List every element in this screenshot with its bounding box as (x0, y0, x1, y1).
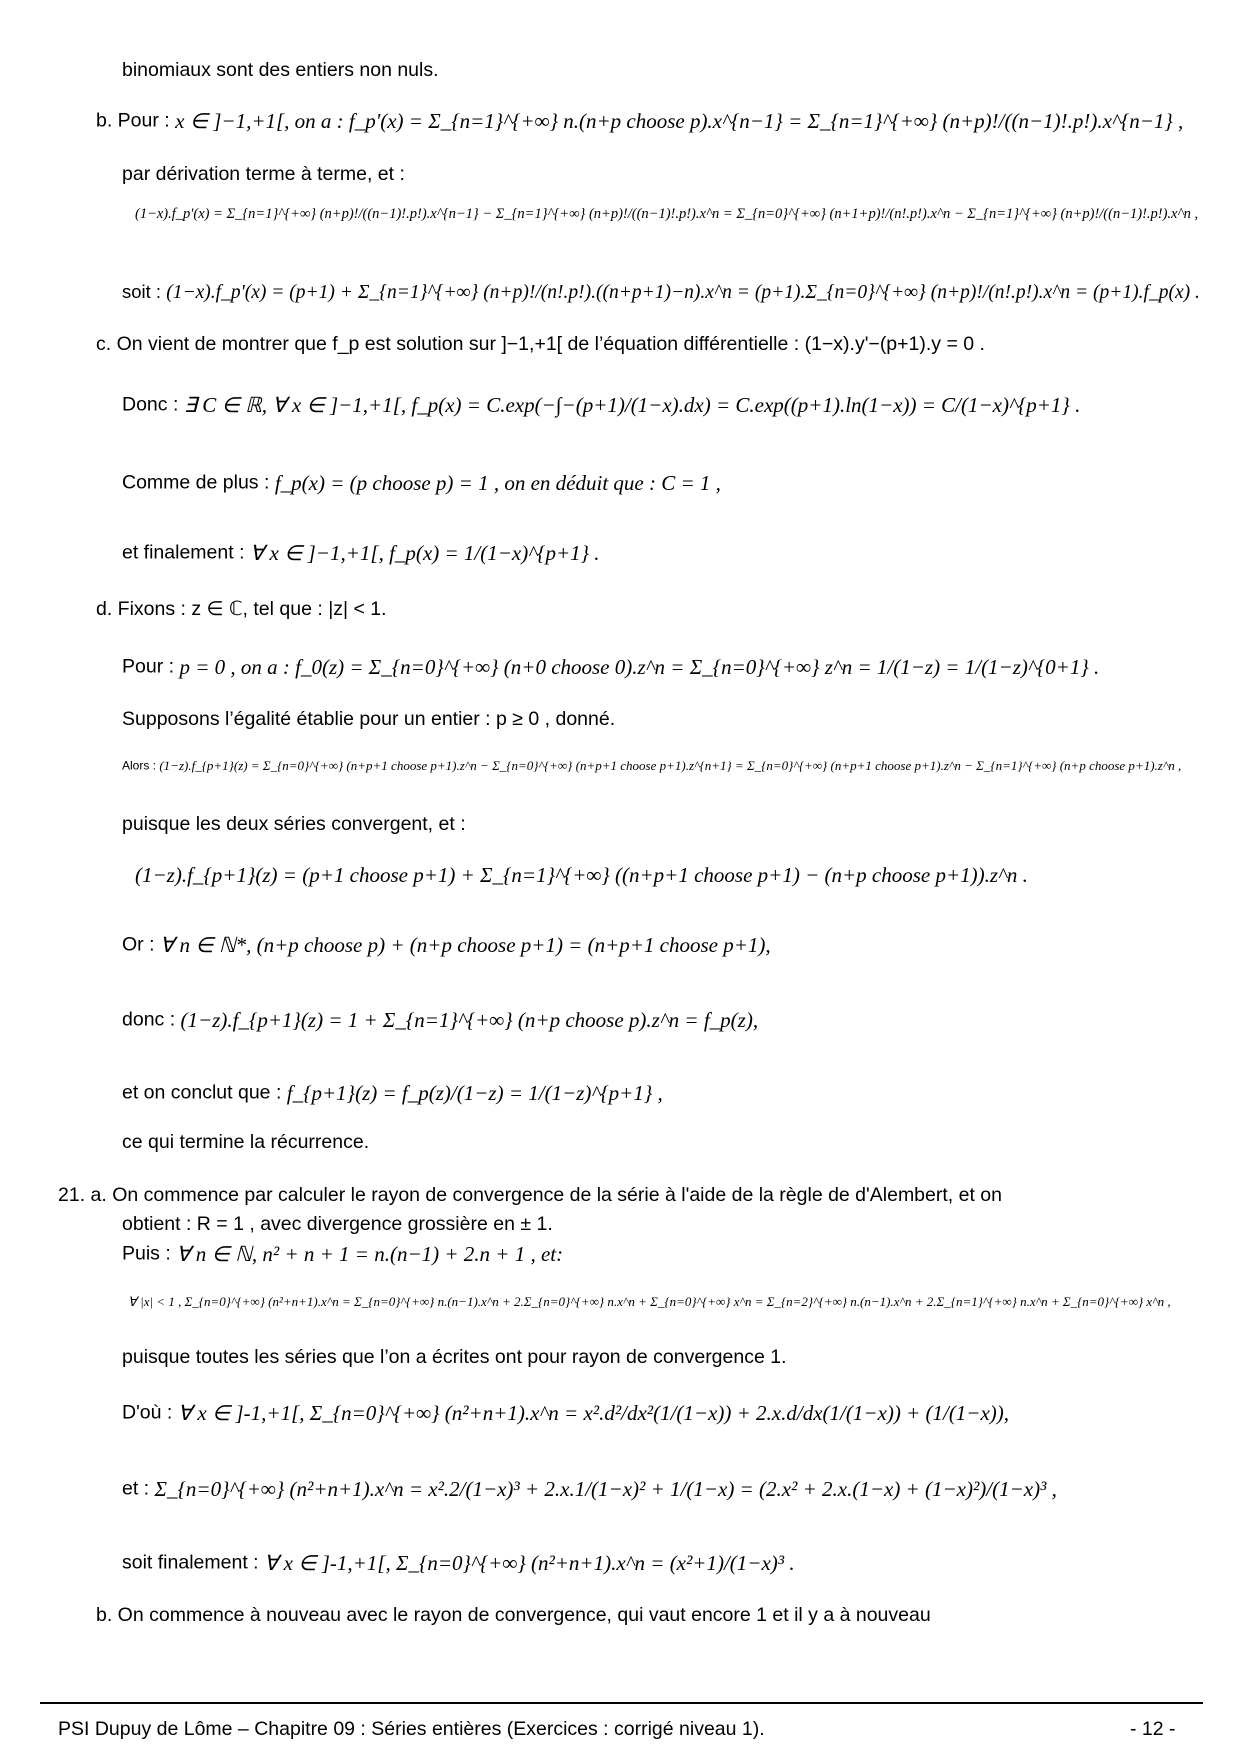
text-line-l21 (122, 1212, 553, 1236)
line-label: et finalement : (122, 541, 250, 564)
text-line-l1 (122, 58, 439, 82)
math-formula: (1−z).f_{p+1}(z) = (p+1 choose p+1) + Σ_{n=1}^{+∞} ((n+p+1 choose p+1) − (n+p choose p+1)).z^n . (135, 863, 1028, 887)
text-line-l6 (96, 332, 985, 356)
text-line-l27 (122, 1550, 795, 1576)
line-text: puisque toutes les séries que l’on a écrites ont pour rayon de convergence 1. (122, 1346, 787, 1368)
line-text: 21. a. On commence par calculer le rayon de convergence de la série à l'aide de la règle de d'Alembert, et on (58, 1184, 1002, 1206)
text-line-l19 (122, 1130, 369, 1154)
math-formula: (1−z).f_{p+1}(z) = Σ_{n=0}^{+∞} (n+p+1 choose p+1).z^n − Σ_{n=0}^{+∞} (n+p+1 choose p+1).z^{n+1} = Σ_{n=0}^{+∞} (n+p+1 choose p+1).z^n − Σ_{n=1}^{+∞} (n+p choose p+1).z^n , (159, 758, 1182, 773)
math-formula: Σ_{n=0}^{+∞} (n²+n+1).x^n = x².2/(1−x)³ + 2.x.1/(1−x)² + 1/(1−x) = (2.x² + 2.x.(1−x) + (1−x)²)/(1−x)³ , (154, 1477, 1057, 1501)
math-formula: ∀ x ∈ ]-1,+1[, Σ_{n=0}^{+∞} (n²+n+1).x^n = (x²+1)/(1−x)³ . (263, 1551, 795, 1575)
line-label: soit finalement : (122, 1551, 264, 1574)
text-line-l5 (122, 280, 1200, 305)
line-label: D'où : (122, 1401, 178, 1424)
math-formula: ∃ C ∈ ℝ, ∀ x ∈ ]−1,+1[, f_p(x) = C.exp(−∫−(p+1)/(1−x).dx) = C.exp((p+1).ln(1−x)) = C/(1−x)^{p+1} . (183, 393, 1081, 417)
line-label: b. Pour : (96, 109, 176, 132)
math-formula: ∀ x ∈ ]−1,+1[, f_p(x) = 1/(1−x)^{p+1} . (249, 541, 600, 565)
line-text: b. On commence à nouveau avec le rayon de convergence, qui vaut encore 1 et il y a à nouveau (96, 1604, 931, 1626)
line-label: Donc : (122, 393, 184, 416)
math-formula: (1−x).f_p'(x) = (p+1) + Σ_{n=1}^{+∞} (n+p)!/(n!.p!).((n+p+1)−n).x^n = (p+1).Σ_{n=0}^{+∞} (n+p)!/(n!.p!).x^n = (p+1).f_p(x) . (166, 281, 1200, 303)
text-line-l16 (122, 932, 771, 958)
text-line-l13 (122, 758, 1181, 774)
text-line-l28 (96, 1603, 931, 1627)
line-label: Alors : (122, 758, 160, 773)
math-formula: ∀ |x| < 1 , Σ_{n=0}^{+∞} (n²+n+1).x^n = Σ_{n=0}^{+∞} n.(n−1).x^n + 2.Σ_{n=0}^{+∞} n.x^n + Σ_{n=0}^{+∞} x^n = Σ_{n=2}^{+∞} n.(n−1).x^n + 2.Σ_{n=1}^{+∞} n.x^n + Σ_{n=0}^{+∞} x^n , (128, 1294, 1171, 1309)
text-line-l3 (122, 162, 405, 186)
math-formula: f_p(x) = (p choose p) = 1 , on en déduit que : C = 1 , (274, 471, 721, 495)
text-line-l14 (122, 812, 466, 836)
math-formula: ∀ n ∈ ℕ, n² + n + 1 = n.(n−1) + 2.n + 1 , et: (176, 1242, 564, 1266)
line-label: et on conclut que : (122, 1081, 287, 1104)
line-label: Pour : (122, 655, 180, 678)
text-line-l15 (135, 862, 1028, 888)
text-line-l8 (122, 470, 721, 496)
math-formula: ∀ n ∈ ℕ*, (n+p choose p) + (n+p choose p+1) = (n+p+1 choose p+1), (159, 933, 771, 957)
footer-rule (40, 1702, 1203, 1704)
line-text: d. Fixons : z ∈ ℂ, tel que : |z| < 1. (96, 598, 387, 620)
math-formula: (1−x).f_p'(x) = Σ_{n=1}^{+∞} (n+p)!/((n−1)!.p!).x^{n−1} − Σ_{n=1}^{+∞} (n+p)!/((n−1)!.p!).x^n = Σ_{n=0}^{+∞} (n+1+p)!/(n!.p!).x^n − Σ_{n=1}^{+∞} (n+p)!/((n−1)!.p!).x^n , (135, 206, 1199, 222)
page-number: - 12 - (1130, 1718, 1176, 1740)
line-text: par dérivation terme à terme, et : (122, 163, 405, 185)
line-label: soit : (122, 281, 167, 302)
text-line-l18 (122, 1080, 663, 1106)
text-line-l23 (128, 1294, 1171, 1310)
text-line-l4 (135, 205, 1198, 223)
line-text: Supposons l’égalité établie pour un entier : p ≥ 0 , donné. (122, 708, 616, 730)
text-line-l10 (96, 597, 387, 621)
text-line-l7 (122, 392, 1080, 418)
math-formula: x ∈ ]−1,+1[, on a : f_p'(x) = Σ_{n=1}^{+∞} n.(n+p choose p).x^{n−1} = Σ_{n=1}^{+∞} (n+p)!/((n−1)!.p!).x^{n−1} , (175, 109, 1184, 133)
text-line-l11 (122, 654, 1099, 680)
line-text: c. On vient de montrer que f_p est solution sur ]−1,+1[ de l’équation différentielle : (1−x).y'−(p+1).y = 0 . (96, 333, 985, 355)
line-label: et : (122, 1477, 155, 1500)
text-line-l20 (58, 1183, 1002, 1207)
text-line-l9 (122, 540, 600, 566)
line-label: Or : (122, 933, 160, 956)
line-label: Comme de plus : (122, 471, 275, 494)
line-text: ce qui termine la récurrence. (122, 1131, 370, 1153)
math-formula: f_{p+1}(z) = f_p(z)/(1−z) = 1/(1−z)^{p+1} , (286, 1081, 663, 1105)
math-formula: ∀ x ∈ ]-1,+1[, Σ_{n=0}^{+∞} (n²+n+1).x^n = x².d²/dx²(1/(1−x)) + 2.x.d/dx(1/(1−x)) + (1/(1−x)), (177, 1401, 1010, 1425)
text-line-l25 (122, 1400, 1009, 1426)
line-label: Puis : (122, 1242, 177, 1265)
text-line-l24 (122, 1345, 787, 1369)
math-formula: (1−z).f_{p+1}(z) = 1 + Σ_{n=1}^{+∞} (n+p choose p).z^n = f_p(z), (180, 1008, 759, 1032)
line-label: donc : (122, 1008, 181, 1031)
line-text: obtient : R = 1 , avec divergence grossière en ± 1. (122, 1213, 553, 1235)
math-formula: p = 0 , on a : f_0(z) = Σ_{n=0}^{+∞} (n+0 choose 0).z^n = Σ_{n=0}^{+∞} z^n = 1/(1−z) = 1/(1−z)^{0+1} . (179, 655, 1100, 679)
text-line-l17 (122, 1007, 758, 1033)
text-line-l22 (122, 1241, 563, 1267)
text-line-l2 (96, 108, 1183, 134)
footer-title: PSI Dupuy de Lôme – Chapitre 09 : Séries entières (Exercices : corrigé niveau 1). (58, 1718, 765, 1740)
text-line-l12 (122, 707, 615, 731)
text-line-l26 (122, 1476, 1057, 1502)
line-text: puisque les deux séries convergent, et : (122, 813, 466, 835)
line-text: binomiaux sont des entiers non nuls. (122, 59, 439, 81)
